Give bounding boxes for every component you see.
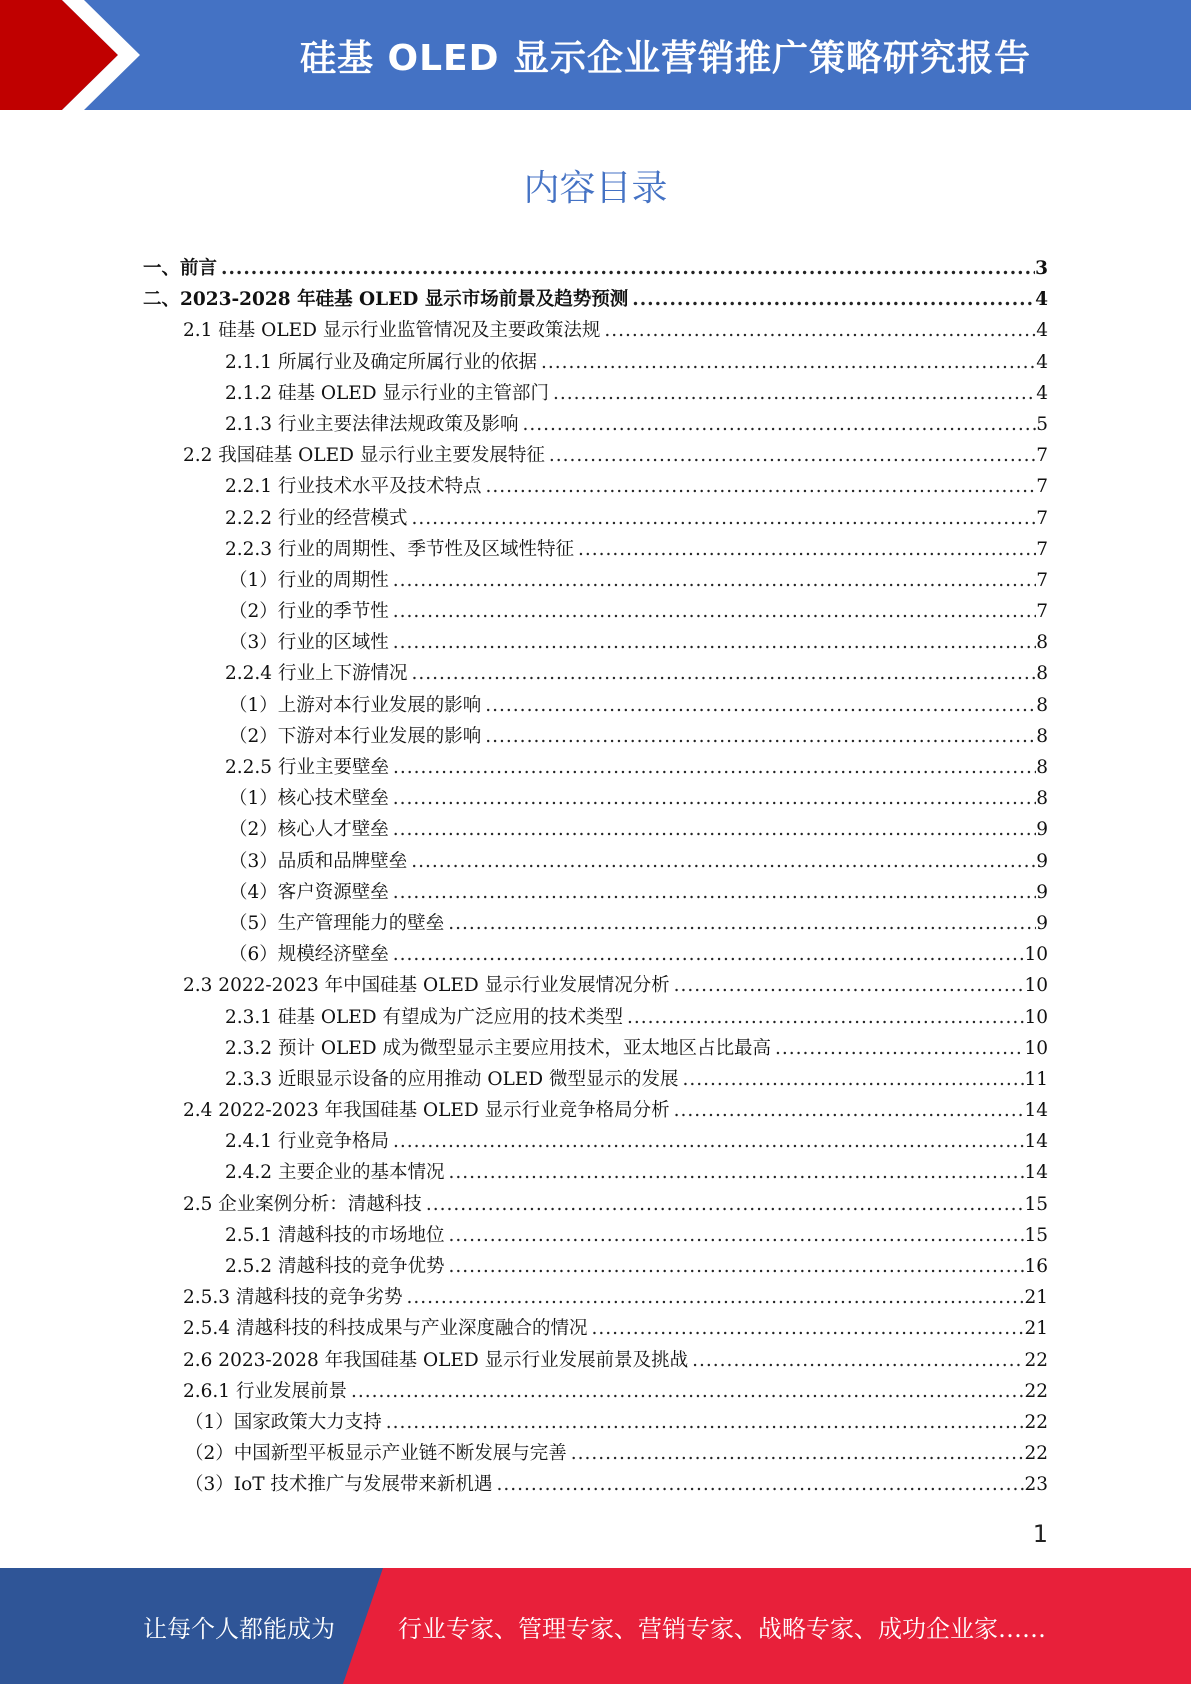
- toc-entry-label: （5）生产管理能力的壁垒: [229, 912, 445, 934]
- toc-entry[interactable]: [143, 409, 1048, 440]
- toc-dot-leader: [627, 1002, 1024, 1033]
- toc-entry-page: 15: [1024, 1193, 1048, 1215]
- toc-dot-leader: [393, 877, 1036, 908]
- toc-entry-page: 4: [1036, 351, 1048, 373]
- toc-entry-page: 14: [1024, 1131, 1048, 1153]
- toc-entry[interactable]: [143, 1157, 1048, 1188]
- page-number: 1: [1032, 1520, 1048, 1548]
- toc-entry[interactable]: [143, 1126, 1048, 1157]
- toc-entry-label: 2.2.1 行业技术水平及技术特点: [225, 476, 482, 498]
- toc-dot-leader: [221, 253, 1035, 284]
- toc-dot-leader: [591, 1313, 1024, 1344]
- toc-dot-leader: [386, 1407, 1025, 1438]
- toc-entry-page: 15: [1024, 1224, 1048, 1246]
- toc-entry[interactable]: [143, 877, 1048, 908]
- footer-slogan-right: 行业专家、管理专家、营销专家、战略专家、成功企业家……: [398, 1614, 1046, 1643]
- toc-entry-label: 2.2 我国硅基 OLED 显示行业主要发展特征: [183, 445, 545, 467]
- toc-entry[interactable]: [143, 471, 1048, 502]
- toc-entry-page: 22: [1024, 1380, 1048, 1402]
- toc-entry-label: 2.5.1 清越科技的市场地位: [225, 1224, 445, 1246]
- toc-dot-leader: [426, 1189, 1025, 1220]
- toc-dot-leader: [393, 565, 1036, 596]
- toc-entry[interactable]: [143, 1220, 1048, 1251]
- toc-dot-leader: [571, 1438, 1025, 1469]
- toc-entry[interactable]: [143, 1095, 1048, 1126]
- toc-entry[interactable]: [143, 1345, 1048, 1376]
- toc-entry-label: （3）行业的区域性: [229, 632, 389, 654]
- toc-entry[interactable]: [143, 1438, 1048, 1469]
- toc-entry-label: 2.6 2023-2028 年我国硅基 OLED 显示行业发展前景及挑战: [183, 1349, 689, 1371]
- toc-entry[interactable]: [143, 1189, 1048, 1220]
- toc-entry-page: 4: [1035, 289, 1048, 311]
- toc-entry-label: 2.5.2 清越科技的竞争优势: [225, 1256, 445, 1277]
- toc-entry-page: 8: [1036, 725, 1048, 747]
- header-banner: [0, 0, 1191, 110]
- toc-entry-label: 一、前言: [143, 258, 218, 279]
- toc-entry-label: 2.2.5 行业主要壁垒: [225, 757, 389, 778]
- toc-entry[interactable]: [143, 690, 1048, 721]
- toc-entry-page: 9: [1036, 881, 1048, 903]
- toc-dot-leader: [393, 752, 1036, 783]
- toc-dot-leader: [674, 1095, 1025, 1126]
- toc-entry[interactable]: [143, 939, 1048, 970]
- toc-entry-label: 2.3.3 近眼显示设备的应用推动 OLED 微型显示的发展: [225, 1068, 679, 1090]
- toc-entry-label: 2.1.1 所属行业及确定所属行业的依据: [225, 351, 537, 373]
- toc-dot-leader: [775, 1033, 1024, 1064]
- toc-entry[interactable]: [143, 1251, 1048, 1282]
- toc-entry-label: 2.4 2022-2023 年我国硅基 OLED 显示行业竞争格局分析: [183, 1100, 670, 1122]
- toc-entry-label: 2.5.3 清越科技的竞争劣势: [183, 1287, 403, 1309]
- toc-entry-label: （1）国家政策大力支持: [185, 1411, 382, 1433]
- toc-entry[interactable]: [143, 253, 1048, 284]
- toc-entry-label: （2）下游对本行业发展的影响: [229, 725, 482, 747]
- toc-entry[interactable]: [143, 970, 1048, 1001]
- toc-dot-leader: [549, 440, 1036, 471]
- toc-entry-label: （2）中国新型平板显示产业链不断发展与完善: [185, 1443, 567, 1465]
- toc-entry[interactable]: [143, 1064, 1048, 1095]
- toc-entry[interactable]: [143, 846, 1048, 877]
- toc-dot-leader: [632, 284, 1035, 315]
- toc-entry-label: （3）品质和品牌壁垒: [229, 850, 408, 872]
- toc-dot-leader: [351, 1376, 1024, 1407]
- toc-entry-label: 2.5 企业案例分析：清越科技: [183, 1193, 422, 1215]
- report-title: 硅基 OLED 显示企业营销推广策略研究报告: [299, 37, 1032, 79]
- toc-entry[interactable]: [143, 658, 1048, 689]
- toc-dot-leader: [541, 347, 1036, 378]
- toc-dot-leader: [393, 939, 1025, 970]
- toc-entry-label: （1）行业的周期性: [229, 569, 389, 591]
- toc-entry-label: （2）核心人才壁垒: [229, 819, 389, 841]
- toc-dot-leader: [406, 1282, 1024, 1313]
- toc-entry-page: 10: [1024, 944, 1048, 966]
- toc-dot-leader: [393, 1126, 1024, 1157]
- toc-entry[interactable]: [143, 534, 1048, 565]
- toc-entry-page: 7: [1036, 476, 1048, 498]
- toc-entry-label: 2.1 硅基 OLED 显示行业监管情况及主要政策法规: [183, 320, 601, 342]
- toc-entry[interactable]: [143, 1313, 1048, 1344]
- toc-heading: 内容目录: [523, 168, 668, 209]
- toc-entry-label: 2.4.1 行业竞争格局: [225, 1131, 389, 1153]
- toc-entry-label: 2.3.1 硅基 OLED 有望成为广泛应用的技术类型: [225, 1006, 624, 1028]
- toc-dot-leader: [553, 378, 1036, 409]
- toc-entry-page: 11: [1024, 1068, 1048, 1090]
- toc-dot-leader: [393, 783, 1036, 814]
- toc-dot-leader: [522, 409, 1036, 440]
- toc-dot-leader: [604, 315, 1036, 346]
- toc-entry-page: 8: [1036, 632, 1048, 654]
- toc-dot-leader: [393, 814, 1036, 845]
- toc-entry[interactable]: [143, 1469, 1048, 1500]
- toc-entry[interactable]: [143, 347, 1048, 378]
- toc-dot-leader: [448, 908, 1036, 939]
- toc-entry[interactable]: [143, 440, 1048, 471]
- toc-entry-page: 21: [1024, 1287, 1048, 1309]
- toc-entry-page: 22: [1024, 1443, 1048, 1465]
- table-of-contents: [143, 253, 1048, 1501]
- toc-entry-page: 8: [1036, 663, 1048, 685]
- toc-entry-page: 9: [1036, 850, 1048, 872]
- toc-entry[interactable]: [143, 378, 1048, 409]
- toc-entry[interactable]: [143, 721, 1048, 752]
- toc-entry-label: （3）IoT 技术推广与发展带来新机遇: [185, 1474, 493, 1496]
- toc-entry-page: 8: [1036, 694, 1048, 716]
- toc-entry-page: 9: [1036, 912, 1048, 934]
- toc-entry-page: 4: [1036, 320, 1048, 342]
- toc-entry[interactable]: [143, 1002, 1048, 1033]
- toc-entry-label: 2.1.2 硅基 OLED 显示行业的主管部门: [225, 382, 550, 404]
- toc-entry-page: 22: [1024, 1349, 1048, 1371]
- toc-entry-label: 2.2.2 行业的经营模式: [225, 507, 408, 529]
- toc-entry[interactable]: [143, 503, 1048, 534]
- toc-entry-page: 14: [1024, 1100, 1048, 1122]
- header-arrow-decoration: [0, 0, 160, 110]
- toc-dot-leader: [448, 1220, 1024, 1251]
- toc-entry-page: 14: [1024, 1162, 1048, 1184]
- toc-entry-page: 7: [1036, 601, 1048, 623]
- toc-entry[interactable]: [143, 565, 1048, 596]
- toc-dot-leader: [393, 596, 1036, 627]
- toc-entry-label: 2.1.3 行业主要法律法规政策及影响: [225, 413, 519, 435]
- toc-dot-leader: [496, 1469, 1024, 1500]
- toc-entry-page: 7: [1036, 445, 1048, 467]
- toc-dot-leader: [393, 627, 1036, 658]
- toc-dot-leader: [578, 534, 1036, 565]
- toc-dot-leader: [674, 970, 1025, 1001]
- toc-entry[interactable]: [143, 596, 1048, 627]
- toc-entry-page: 22: [1024, 1411, 1048, 1433]
- toc-entry[interactable]: [143, 1407, 1048, 1438]
- toc-entry-page: 7: [1036, 538, 1048, 560]
- toc-dot-leader: [411, 846, 1036, 877]
- toc-entry-page: 7: [1036, 507, 1048, 529]
- toc-dot-leader: [485, 471, 1036, 502]
- toc-entry-label: （6）规模经济壁垒: [229, 944, 389, 966]
- toc-entry-label: 2.3.2 预计 OLED 成为微型显示主要应用技术，亚太地区占比最高: [225, 1037, 772, 1059]
- toc-entry-page: 16: [1024, 1256, 1048, 1277]
- toc-entry[interactable]: [143, 315, 1048, 346]
- toc-dot-leader: [485, 690, 1036, 721]
- toc-entry-label: 2.6.1 行业发展前景: [183, 1380, 347, 1402]
- footer-slogan-left: 让每个人都能成为: [143, 1614, 335, 1643]
- toc-entry-label: 2.4.2 主要企业的基本情况: [225, 1162, 445, 1184]
- toc-entry-label: （4）客户资源壁垒: [229, 881, 389, 903]
- toc-dot-leader: [692, 1345, 1024, 1376]
- toc-entry-label: （1）核心技术壁垒: [229, 788, 389, 810]
- toc-entry[interactable]: [143, 1033, 1048, 1064]
- toc-entry-page: 4: [1036, 382, 1048, 404]
- toc-entry-page: 9: [1036, 819, 1048, 841]
- toc-entry[interactable]: [143, 1376, 1048, 1407]
- toc-entry[interactable]: [143, 814, 1048, 845]
- toc-entry[interactable]: [143, 1282, 1048, 1313]
- toc-entry[interactable]: [143, 284, 1048, 315]
- toc-entry-label: （2）行业的季节性: [229, 601, 389, 623]
- toc-entry-label: 2.2.3 行业的周期性、季节性及区域性特征: [225, 538, 574, 560]
- toc-entry-page: 23: [1024, 1474, 1048, 1496]
- toc-entry-page: 10: [1024, 1006, 1048, 1028]
- toc-dot-leader: [448, 1157, 1024, 1188]
- toc-entry-page: 3: [1035, 258, 1048, 279]
- toc-entry-page: 21: [1024, 1318, 1048, 1340]
- toc-entry-page: 10: [1024, 975, 1048, 997]
- toc-dot-leader: [485, 721, 1036, 752]
- toc-entry-label: 二、2023-2028 年硅基 OLED 显示市场前景及趋势预测: [143, 289, 629, 311]
- toc-dot-leader: [448, 1251, 1024, 1282]
- toc-entry[interactable]: [143, 627, 1048, 658]
- toc-dot-leader: [411, 503, 1036, 534]
- toc-entry-page: 8: [1036, 788, 1048, 810]
- toc-entry-label: （1）上游对本行业发展的影响: [229, 694, 482, 716]
- toc-entry[interactable]: [143, 752, 1048, 783]
- toc-entry[interactable]: [143, 783, 1048, 814]
- toc-entry-page: 5: [1036, 413, 1048, 435]
- toc-entry-label: 2.2.4 行业上下游情况: [225, 663, 408, 685]
- toc-entry-page: 7: [1036, 569, 1048, 591]
- toc-entry-label: 2.5.4 清越科技的科技成果与产业深度融合的情况: [183, 1318, 588, 1340]
- toc-entry-page: 10: [1024, 1037, 1048, 1059]
- toc-dot-leader: [683, 1064, 1025, 1095]
- footer-banner: [0, 1568, 1191, 1684]
- toc-entry-page: 8: [1036, 757, 1048, 778]
- toc-entry[interactable]: [143, 908, 1048, 939]
- toc-dot-leader: [411, 658, 1036, 689]
- toc-entry-label: 2.3 2022-2023 年中国硅基 OLED 显示行业发展情况分析: [183, 975, 670, 997]
